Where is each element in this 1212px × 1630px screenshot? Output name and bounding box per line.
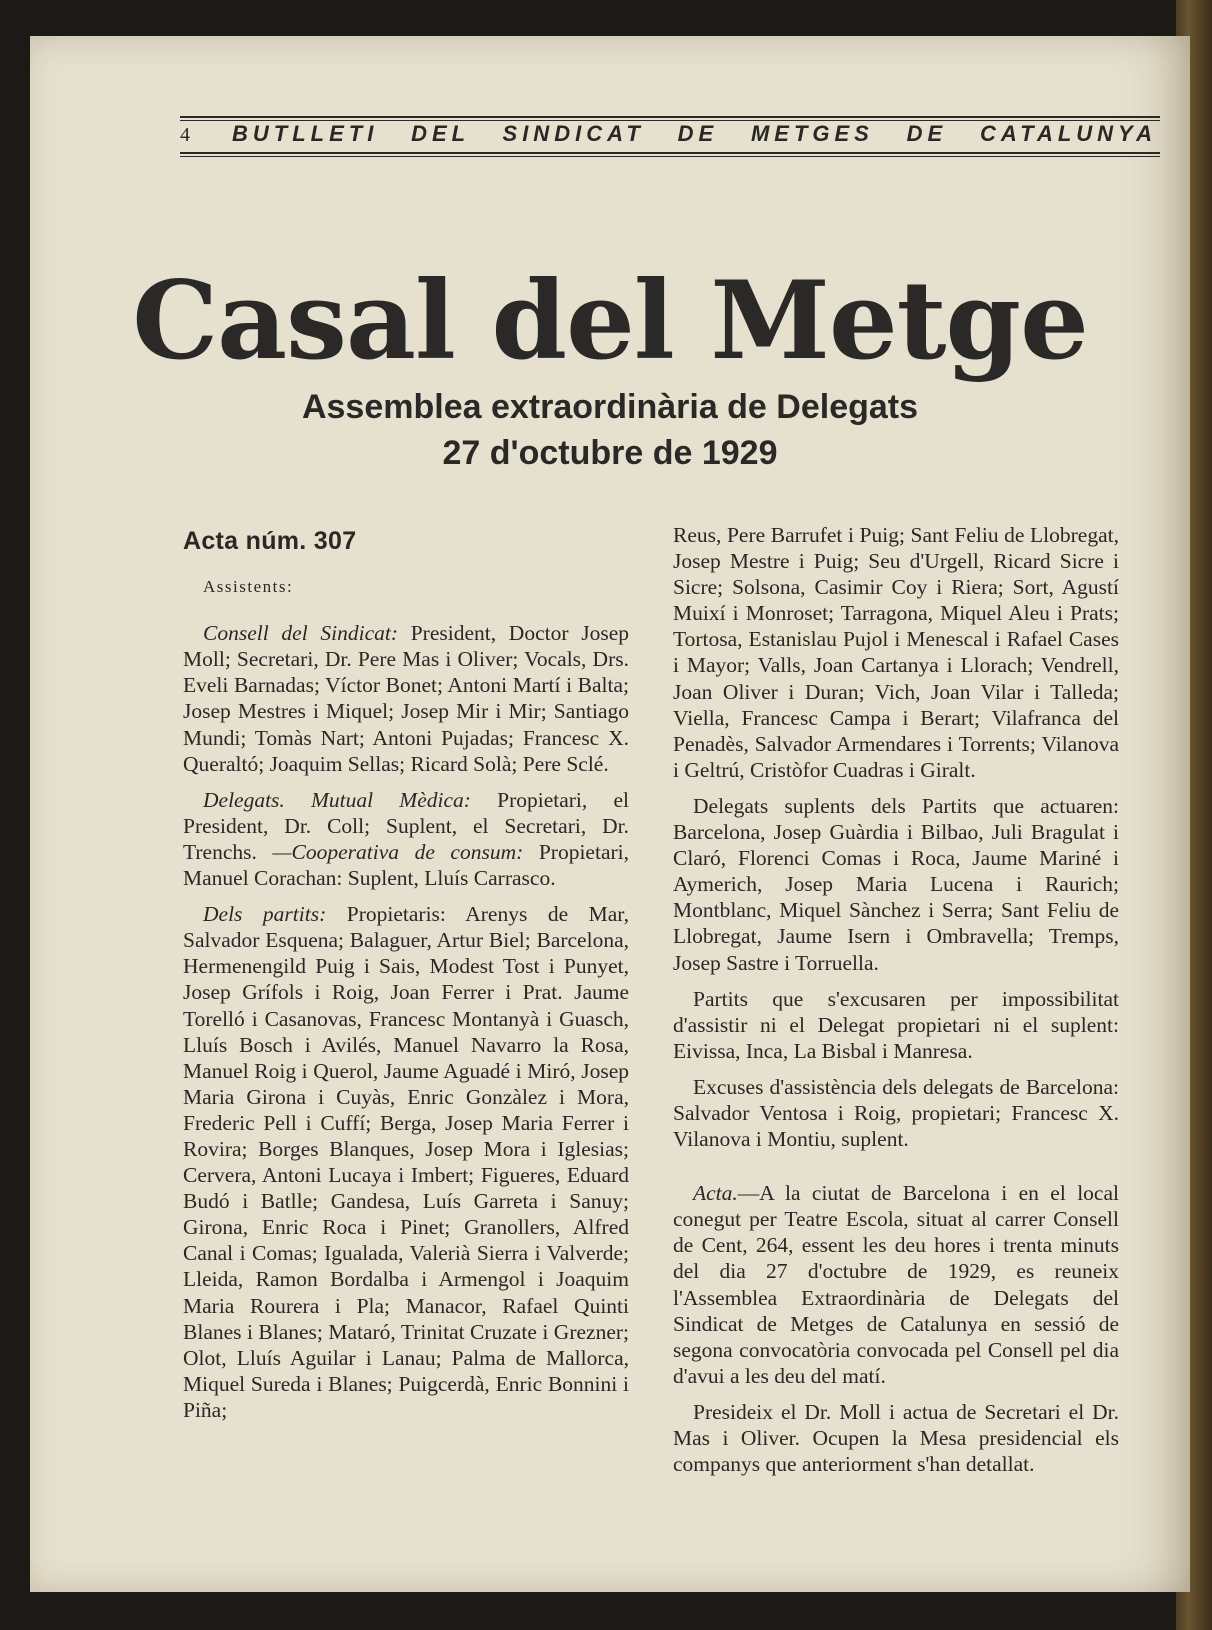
right-column [673,522,1119,1487]
page-number: 4 [180,124,190,146]
assistents-heading: Assistents: [203,577,294,597]
delegats-text: Propietari, el President, Dr. Coll; Suplent, el Secretari, Dr. Trenchs. [183,787,629,864]
delegats-paragraph [183,787,629,891]
document-page [30,36,1190,1592]
acta-text: —A la ciutat de Barcelona i en el local conegut per Teatre Escola, situat al carrer Consell de Cent, 264, essent les deu hores i trenta minuts del dia 27 d'octubre de 1929, es reuneix l'Assemblea Extraordinària de Delegats del Sindicat de Metges de Catalunya en sessió de segona convocatòria convocada pel Consell pel dia d'avui a les deu del matí. [673,1181,1119,1388]
consell-text: President, Doctor Josep Moll; Secretari, Dr. Pere Mas i Oliver; Vocals, Drs. Eveli Barnadas; Víctor Bonet; Antoni Martí i Balta; Josep Mestres i Miquel; Josep Mir i Mir; Santiago Mundi; Tomàs Nart; Antoni Pujadas; Francesc X. Queraltó; Joaquim Sellas; Ricard Solà; Pere Sclé. [183,621,629,776]
consell-label: Consell del Sindicat: [203,621,398,646]
journal-title: BUTLLETI DEL SINDICAT DE METGES DE CATALUNYA [232,121,1157,146]
running-header [180,116,1160,166]
partits-continued-paragraph: Reus, Pere Barrufet i Puig; Sant Feliu de Llobregat, Josep Mestre i Puig; Seu d'Urgell, Ricard Sicre i Sicre; Solsona, Casimir Coy i Riera; Sort, Agustí Muixí i Monroset; Tarragona, Miquel Aleu i Prats; Tortosa, Estanislau Pujol i Menescal i Rafael Cases i Mayor; Valls, Joan Cartanya i Llorach; Vendrell, Joan Oliver i Duran; Vich, Joan Vilar i Talleda; Viella, Francesc Campa i Berart; Vilafranca del Penadès, Salvador Armendares i Torrents; Vilanova i Geltrú, Cristòfor Cuadras i Giralt. [673,523,1119,782]
partits-label: Dels partits: [203,902,327,927]
acta-number: Acta núm. 307 [183,527,357,555]
header-rule [180,156,1160,157]
page-title: Casal del Metge [132,258,1088,384]
cooperativa-text: Propietari, Manuel Corachan: Suplent, Lluís Carrasco. [183,839,629,891]
acta-label: Acta. [693,1181,738,1206]
cooperativa-label: —Cooperativa de consum: [272,839,524,864]
consell-paragraph [183,620,629,777]
suplents-paragraph: Delegats suplents dels Partits que actuaren: Barcelona, Josep Guàrdia i Bilbao, Juli Bragulat i Claró, Florenci Comas i Roca, Jaume Mariné i Aymerich, Josep Maria Lucena i Raurich; Montblanc, Miquel Sànchez i Serra; Sant Feliu de Llobregat, Jaume Isern i Ombravella; Tremps, Josep Sastre i Torruella. [673,793,1119,975]
header-rule [180,116,1160,118]
excusats-paragraph: Partits que s'excusaren per impossibilitat d'assistir ni el Delegat propietari ni el suplent: Eivissa, Inca, La Bisbal i Manresa. [673,986,1119,1063]
presideix-paragraph: Presideix el Dr. Moll i actua de Secretari el Dr. Mas i Oliver. Ocupen la Mesa presidencial els companys que anteriorment s'han detallat. [673,1399,1119,1477]
page-subtitle: Assemblea extraordinària de Delegats [301,388,919,426]
meeting-date: 27 d'octubre de 1929 [442,434,778,472]
partits-text: Propietaris: Arenys de Mar, Salvador Esquena; Balaguer, Artur Biel; Barcelona, Hermenengild Puig i Sais, Modest Tost i Punyet, Josep Grífols i Roig, Joan Ferrer i Prat. Jaume Torelló i Casanovas, Francesc Montanyà i Guasch, Lluís Bosch i Avilés, Manuel Navarro la Rosa, Manuel Roig i Querol, Jaume Aguadé i Miró, Josep Maria Girona i Cuyàs, Enric Gonzàlez i Mora, Frederic Pell i Cuffí; Berga, Josep Maria Ferrer i Rovira; Borges Blanques, Josep Mora i Iglesias; Cervera, Antoni Lucaya i Imbert; Figueres, Eduard Budó i Batlle; Gandesa, Luís Garreta i Sanuy; Girona, Enric Roca i Pinet; Granollers, Alfred Canal i Comas; Igualada, Valerià Sierra i Valverde; Lleida, Ramon Bordalba i Armengol i Joaquim Maria Rourera i Pla; Manacor, Rafael Quinti Blanes i Blanes; Mataró, Trinitat Cruzate i Grezner; Olot, Lluís Aguilar i Lanau; Palma de Mallorca, Miquel Sureda i Blanes; Puigcerdà, Enric Bonnini i Piña; [183,902,629,1422]
delegats-label: Delegats. Mutual Mèdica: [203,787,471,812]
partits-paragraph [183,901,629,1423]
excuses-paragraph: Excuses d'assistència dels delegats de Barcelona: Salvador Ventosa i Roig, propietari; Francesc X. Vilanova i Montiu, suplent. [673,1074,1119,1152]
section-gap [673,1162,1119,1180]
left-column [183,526,629,1433]
acta-paragraph [673,1180,1119,1389]
header-rule [180,152,1160,154]
